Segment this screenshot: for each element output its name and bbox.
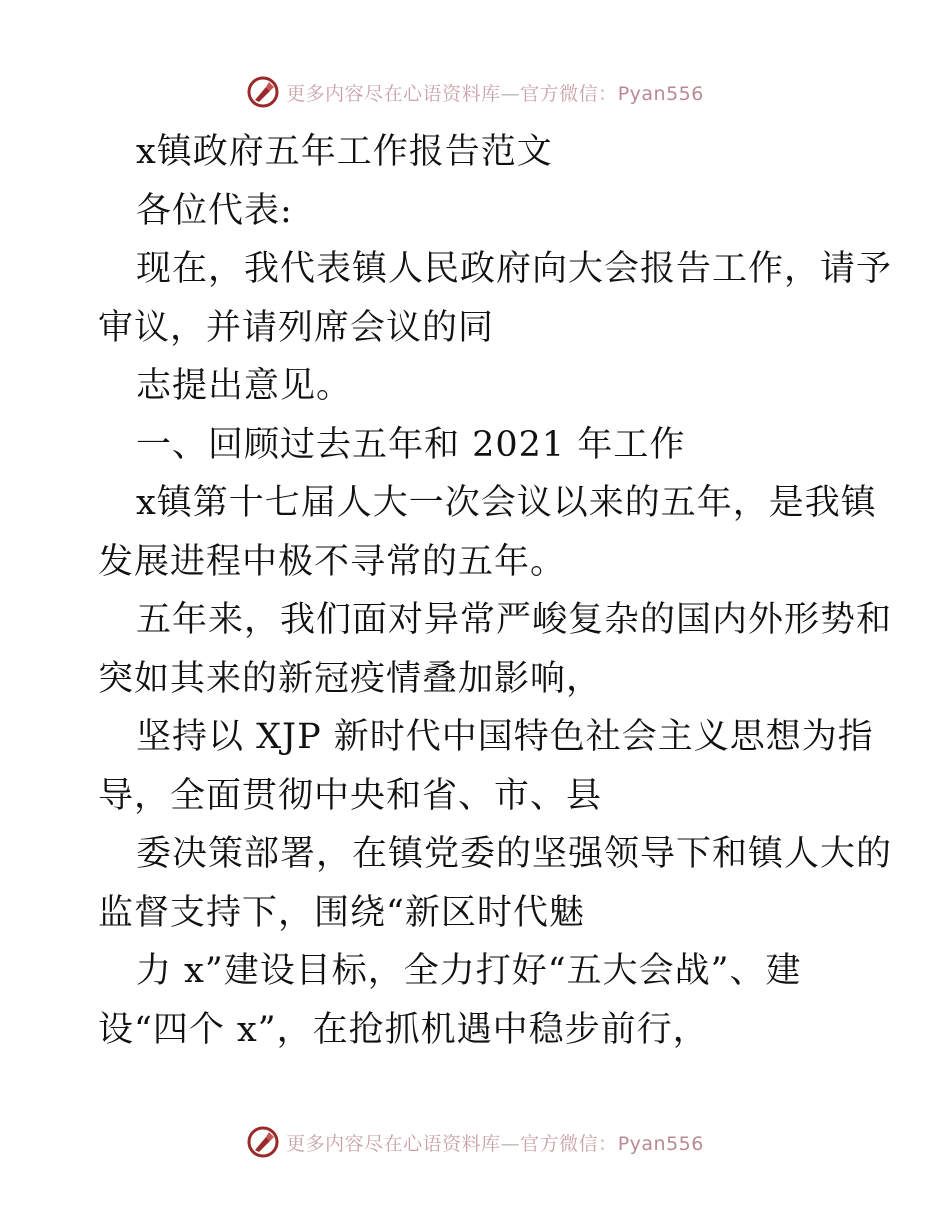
document-title: x镇政府五年工作报告范文 [136,132,553,172]
paragraph-line: 坚持以 XJP 新时代中国特色社会主义思想为指 [136,717,874,757]
paragraph-line: 导，全面贯彻中央和省、市、县 [98,775,603,816]
paragraph-line: 设“四个 x”，在抢抓机遇中稳步前行， [98,1009,709,1050]
paragraph-line: 发展进程中极不寻常的五年。 [98,541,567,582]
paragraph-line: 五年来，我们面对异常严峻复杂的国内外形势和 [136,600,893,640]
watermark-text: 更多内容尽在心语资料库—官方微信：Pyan556 [286,82,704,105]
paragraph-line: x镇第十七届人大一次会议以来的五年，是我镇 [136,483,877,523]
watermark-header [0,72,950,112]
paragraph-line: 监督支持下，围绕“新区时代魅 [98,892,585,933]
paragraph-line: 力 x”建设目标，全力打好“五大会战”、建 [136,951,802,991]
pen-nib-logo-icon [246,1125,280,1159]
watermark-footer [0,1122,950,1162]
document-body [98,123,893,1059]
paragraph-line: 委决策部署，在镇党委的坚强领导下和镇人大的 [136,834,893,874]
pen-nib-logo-icon [246,75,280,109]
paragraph-line: 审议，并请列席会议的同 [98,307,495,348]
paragraph-line: 现在，我代表镇人民政府向大会报告工作，请予 [136,249,893,289]
paragraph-line: 志提出意见。 [136,366,353,406]
watermark-text: 更多内容尽在心语资料库—官方微信：Pyan556 [286,1132,704,1155]
paragraph-line: 突如其来的新冠疫情叠加影响， [98,658,603,699]
section-heading: 一、回顾过去五年和 2021 年工作 [136,424,686,465]
salutation: 各位代表: [136,190,293,231]
